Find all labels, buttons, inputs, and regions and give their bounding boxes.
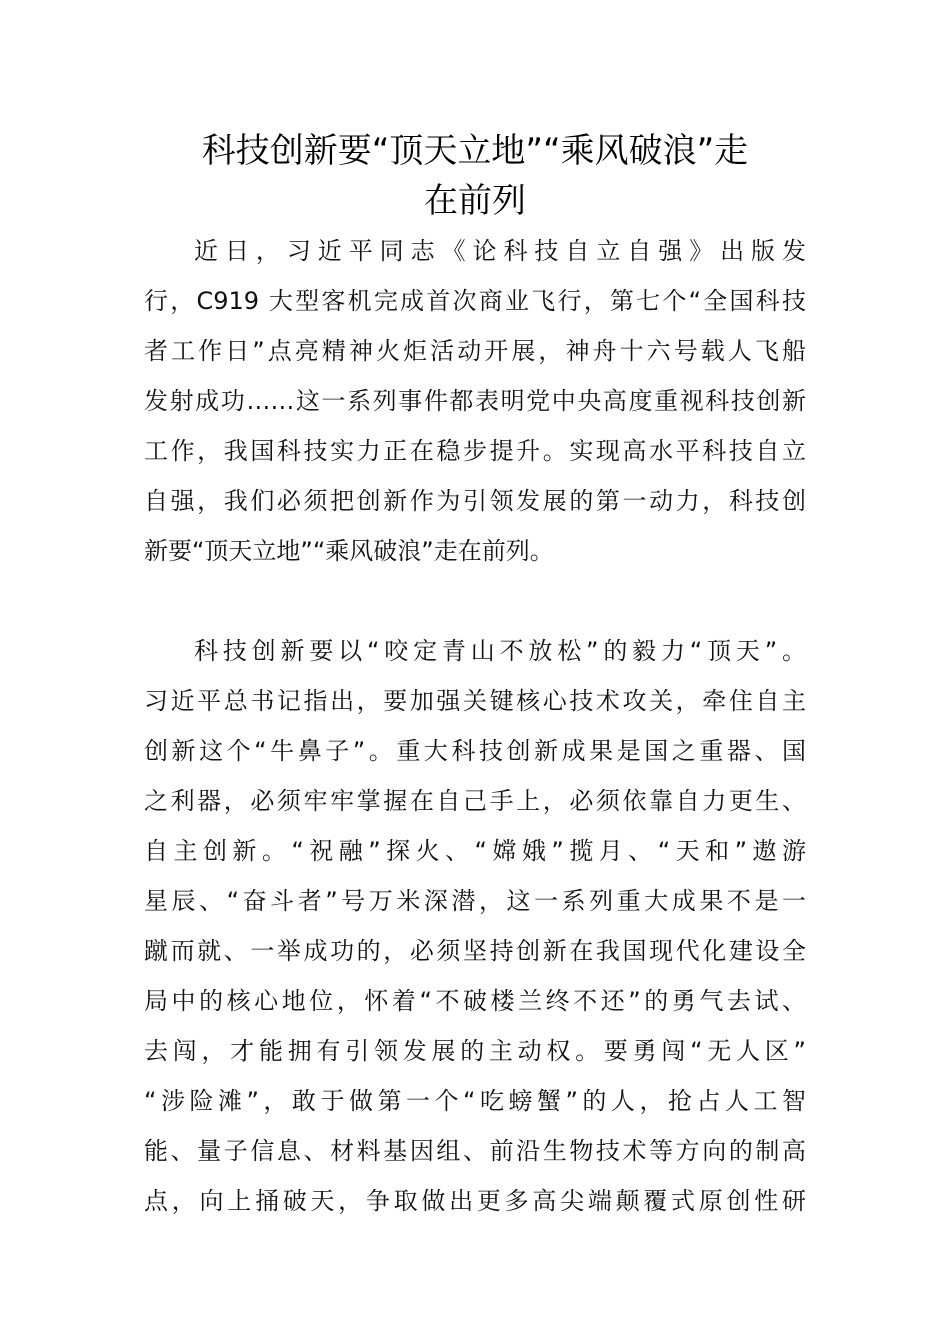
paragraph-line: 局中的核心地位，怀着“不破楼兰终不还”的勇气去试、 xyxy=(144,987,806,1015)
paragraph-line: “涉险滩”，敢于做第一个“吃螃蟹”的人，抢占人工智 xyxy=(144,1087,806,1115)
title-line-1: 科技创新要“顶天立地”“乘风破浪”走 xyxy=(201,131,749,171)
paragraph-line: 创新这个“牛鼻子”。重大科技创新成果是国之重器、国 xyxy=(144,737,806,765)
paragraph-line: 之利器，必须牢牢掌握在自己手上，必须依靠自力更生、 xyxy=(144,787,806,815)
paragraph-line: 能、量子信息、材料基因组、前沿生物技术等方向的制高 xyxy=(144,1137,806,1165)
paragraph-line: 去闯，才能拥有引领发展的主动权。要勇闯“无人区” xyxy=(144,1037,806,1065)
paragraph-line: 自强，我们必须把创新作为引领发展的第一动力，科技创 xyxy=(144,487,806,515)
paragraph-line: 新要“顶天立地”“乘风破浪”走在前列。 xyxy=(144,537,554,565)
title-line-2: 在前列 xyxy=(424,181,526,221)
paragraph-line: 蹴而就、一举成功的，必须坚持创新在我国现代化建设全 xyxy=(144,937,806,965)
paragraph-spacer xyxy=(144,576,806,626)
paragraph-2 xyxy=(144,626,806,1226)
paragraph-line: 自主创新。“祝融”探火、“嫦娥”揽月、“天和”遨游 xyxy=(144,837,806,865)
paragraph-line: 工作，我国科技实力正在稳步提升。实现高水平科技自立 xyxy=(144,437,806,465)
paragraph-line: 者工作日”点亮精神火炬活动开展，神舟十六号载人飞船 xyxy=(144,337,806,365)
paragraph-1 xyxy=(144,226,806,576)
paragraph-line: 习近平总书记指出，要加强关键核心技术攻关，牵住自主 xyxy=(144,687,806,715)
paragraph-line: 行，C919 大型客机完成首次商业飞行，第七个“全国科技 xyxy=(144,287,806,315)
document-body xyxy=(144,226,806,1226)
paragraph-line: 星辰、“奋斗者”号万米深潜，这一系列重大成果不是一 xyxy=(144,887,806,915)
paragraph-line: 近日，习近平同志《论科技自立自强》出版发 xyxy=(194,237,806,265)
document-title xyxy=(140,126,810,226)
paragraph-line: 科技创新要以“咬定青山不放松”的毅力“顶天”。 xyxy=(194,637,806,665)
paragraph-line: 点，向上捅破天，争取做出更多高尖端颠覆式原创性研 xyxy=(144,1187,806,1215)
paragraph-line: 发射成功……这一系列事件都表明党中央高度重视科技创新 xyxy=(144,387,806,415)
